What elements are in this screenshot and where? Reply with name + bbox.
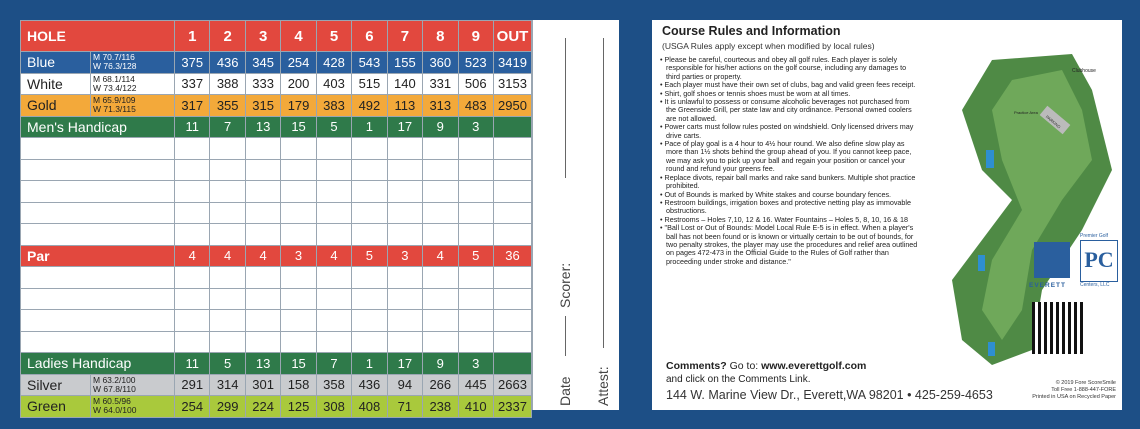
score-entry-cell[interactable]: [352, 138, 387, 160]
score-entry-cell[interactable]: [387, 331, 422, 353]
rule-item: • "Ball Lost or Out of Bounds: Model Local Rule E-5 is in effect. When a player's ball has not been found or is known or virtually certain to be out of bounds, for two penalty strokes, the player may use the procedures and relief area outlined on pages 472-473 in the Official Guide to the Rules of Golf rather than proceeding under stroke and distance.": [660, 224, 918, 266]
score-entry-cell[interactable]: [352, 331, 387, 353]
score-entry-cell[interactable]: [458, 202, 493, 224]
score-entry-row: [21, 181, 532, 203]
score-entry-cell[interactable]: [352, 181, 387, 203]
score-entry-cell[interactable]: [316, 159, 351, 181]
hole-number: 2: [210, 21, 245, 52]
score-entry-cell[interactable]: [281, 224, 316, 246]
hole-number: 1: [175, 21, 210, 52]
yardage-cell: 388: [210, 73, 245, 95]
rules-list: [660, 56, 918, 266]
yardage-cell: 408: [352, 396, 387, 418]
score-entry-cell[interactable]: [175, 224, 210, 246]
hole-number: 8: [423, 21, 458, 52]
score-entry-cell[interactable]: [316, 202, 351, 224]
score-entry-cell[interactable]: [423, 202, 458, 224]
yardage-cell: 345: [245, 52, 280, 74]
out-total: 3153: [494, 73, 532, 95]
value-cell: 17: [387, 116, 422, 138]
row-label: Ladies Handicap: [21, 353, 175, 375]
score-entry-cell[interactable]: [458, 267, 493, 289]
course-address: 144 W. Marine View Dr., Everett,WA 98201 • 425-259-4653: [666, 388, 993, 402]
tee-row-white: [21, 73, 532, 95]
score-entry-cell[interactable]: [352, 224, 387, 246]
score-entry-cell[interactable]: [387, 181, 422, 203]
practice-label: Practice Area: [1014, 110, 1038, 115]
score-entry-cell[interactable]: [210, 224, 245, 246]
score-entry-cell[interactable]: [458, 181, 493, 203]
score-entry-cell[interactable]: [245, 159, 280, 181]
score-entry-cell[interactable]: [210, 288, 245, 310]
value-cell: 9: [423, 116, 458, 138]
score-entry-cell[interactable]: [387, 159, 422, 181]
value-cell: 15: [281, 353, 316, 375]
score-entry-cell[interactable]: [281, 288, 316, 310]
yardage-cell: 428: [316, 52, 351, 74]
rules-title: Course Rules and Information: [662, 24, 841, 38]
score-entry-cell[interactable]: [494, 310, 532, 332]
parking-label: PARKING: [1044, 114, 1062, 130]
yardage-cell: 254: [281, 52, 316, 74]
yardage-cell: 266: [423, 374, 458, 396]
score-entry-cell[interactable]: [494, 181, 532, 203]
score-entry-cell[interactable]: [245, 288, 280, 310]
score-entry-cell[interactable]: [21, 224, 175, 246]
score-entry-cell[interactable]: [458, 224, 493, 246]
yardage-cell: 155: [387, 52, 422, 74]
score-entry-cell[interactable]: [175, 181, 210, 203]
hole-number: 9: [458, 21, 493, 52]
scorecard: [20, 20, 532, 416]
score-entry-cell[interactable]: [175, 202, 210, 224]
score-entry-cell[interactable]: [210, 202, 245, 224]
score-entry-cell[interactable]: [316, 267, 351, 289]
row-label: Par: [21, 245, 175, 267]
tee-rating: [91, 52, 175, 74]
score-entry-row: [21, 224, 532, 246]
score-entry-cell[interactable]: [281, 138, 316, 160]
score-entry-cell[interactable]: [175, 138, 210, 160]
score-entry-cell[interactable]: [494, 202, 532, 224]
score-entry-cell[interactable]: [210, 159, 245, 181]
score-entry-cell[interactable]: [21, 181, 175, 203]
tee-row-silver: [21, 374, 532, 396]
rule-item: • Out of Bounds is marked by White stakes and course boundary fences.: [660, 191, 918, 199]
score-entry-cell[interactable]: [316, 224, 351, 246]
score-entry-cell[interactable]: [352, 159, 387, 181]
value-cell: 4: [210, 245, 245, 267]
value-cell: 4: [245, 245, 280, 267]
rule-item: • Shirt, golf shoes or tennis shoes must be worn at all times.: [660, 90, 918, 98]
score-entry-cell[interactable]: [352, 288, 387, 310]
rating-men: M 68.1/114: [93, 73, 135, 84]
score-entry-cell[interactable]: [458, 159, 493, 181]
tee-name: White: [21, 73, 91, 95]
value-cell: 15: [281, 116, 316, 138]
hole-number: 6: [352, 21, 387, 52]
value-cell: 4: [175, 245, 210, 267]
value-cell: 3: [458, 353, 493, 375]
yardage-cell: 308: [316, 396, 351, 418]
date-label: Date: [557, 376, 573, 406]
clubhouse-label: Clubhouse: [1072, 68, 1096, 74]
value-cell: 5: [352, 245, 387, 267]
out-total: [494, 116, 532, 138]
score-entry-cell[interactable]: [281, 202, 316, 224]
score-entry-cell[interactable]: [210, 331, 245, 353]
tee-rating: [91, 73, 175, 95]
out-total: 2337: [494, 396, 532, 418]
value-cell: 5: [458, 245, 493, 267]
rule-item: • Pace of play goal is a 4 hour to 4½ hour round. We also define slow play as more than 1½ shots behind the group ahead of you. If you cannot keep pace, we may ask you to pick up your ball and regain your position or cancel your round and refund your greens fee.: [660, 140, 918, 174]
yardage-cell: 125: [281, 396, 316, 418]
premier-logo-top: Premier Golf: [1080, 233, 1109, 239]
qr-code: [1032, 302, 1084, 354]
comments-line: [666, 360, 866, 372]
score-entry-cell[interactable]: [352, 267, 387, 289]
rating-women: W 64.0/100: [93, 405, 137, 416]
score-entry-cell[interactable]: [387, 288, 422, 310]
out-label: OUT: [494, 21, 532, 52]
yardage-cell: 315: [245, 95, 280, 117]
hole-label: HOLE: [21, 21, 175, 52]
score-entry-cell[interactable]: [458, 288, 493, 310]
copyright-line: Printed in USA on Recycled Paper: [1032, 394, 1116, 400]
score-entry-cell[interactable]: [21, 331, 175, 353]
score-entry-cell[interactable]: [21, 138, 175, 160]
score-entry-cell[interactable]: [316, 138, 351, 160]
score-entry-cell[interactable]: [387, 202, 422, 224]
yardage-cell: 317: [175, 95, 210, 117]
score-entry-cell[interactable]: [21, 159, 175, 181]
hole-number: 4: [281, 21, 316, 52]
ladies-handicap-row: [21, 353, 532, 375]
value-cell: 1: [352, 353, 387, 375]
score-entry-cell[interactable]: [423, 181, 458, 203]
value-cell: 13: [245, 116, 280, 138]
rating-women: W 67.8/110: [93, 383, 136, 394]
value-cell: 1: [352, 116, 387, 138]
yardage-cell: 506: [458, 73, 493, 95]
premier-golf-logo: PC: [1080, 240, 1118, 282]
yardage-cell: 301: [245, 374, 280, 396]
rule-item: • Each player must have their own set of clubs, bag and valid green fees receipt.: [660, 81, 918, 89]
yardage-cell: 238: [423, 396, 458, 418]
out-total: [494, 353, 532, 375]
hole-header-row: [21, 21, 532, 52]
yardage-cell: 436: [352, 374, 387, 396]
yardage-cell: 299: [210, 396, 245, 418]
score-entry-cell[interactable]: [21, 288, 175, 310]
yardage-cell: 291: [175, 374, 210, 396]
hole-number: 7: [387, 21, 422, 52]
tee-rating: [91, 95, 175, 117]
yardage-cell: 224: [245, 396, 280, 418]
score-entry-row: [21, 202, 532, 224]
score-entry-cell[interactable]: [458, 138, 493, 160]
score-entry-row: [21, 288, 532, 310]
score-entry-cell[interactable]: [387, 224, 422, 246]
value-cell: 3: [387, 245, 422, 267]
score-entry-cell[interactable]: [281, 267, 316, 289]
copyright-line: Toll Free 1-888-447-FORE: [1051, 387, 1116, 393]
yardage-cell: 313: [423, 95, 458, 117]
score-entry-cell[interactable]: [245, 331, 280, 353]
score-entry-cell[interactable]: [175, 159, 210, 181]
value-cell: 4: [423, 245, 458, 267]
par-row: [21, 245, 532, 267]
value-cell: 11: [175, 116, 210, 138]
everett-logo-text: EVERETT: [1029, 282, 1066, 289]
score-entry-cell[interactable]: [423, 138, 458, 160]
course-map: [922, 50, 1118, 368]
out-total: 2950: [494, 95, 532, 117]
score-entry-cell[interactable]: [175, 331, 210, 353]
score-entry-row: [21, 310, 532, 332]
pond: [988, 342, 995, 356]
yardage-cell: 403: [316, 73, 351, 95]
pond: [978, 255, 985, 271]
hole-number: 3: [245, 21, 280, 52]
tee-rating: [91, 374, 175, 396]
score-entry-cell[interactable]: [423, 267, 458, 289]
score-entry-cell[interactable]: [281, 159, 316, 181]
yardage-cell: 355: [210, 95, 245, 117]
tee-name: Gold: [21, 95, 91, 117]
score-entry-cell[interactable]: [316, 331, 351, 353]
yardage-cell: 543: [352, 52, 387, 74]
yardage-cell: 492: [352, 95, 387, 117]
score-entry-cell[interactable]: [175, 310, 210, 332]
row-label: Men's Handicap: [21, 116, 175, 138]
comments-url[interactable]: www.everettgolf.com: [761, 360, 867, 372]
yardage-cell: 113: [387, 95, 422, 117]
rule-item: • Power carts must follow rules posted on windshield. Only licensed drivers may drive carts.: [660, 123, 918, 140]
pond: [986, 150, 994, 168]
rules-subtitle: (USGA Rules apply except when modified by local rules): [662, 41, 875, 51]
score-entry-cell[interactable]: [458, 310, 493, 332]
scorer-label: Scorer:: [557, 262, 573, 308]
score-entry-cell[interactable]: [245, 224, 280, 246]
attest-label: Attest:: [595, 366, 611, 406]
score-entry-cell[interactable]: [316, 288, 351, 310]
tee-rating: [91, 396, 175, 418]
score-entry-cell[interactable]: [210, 310, 245, 332]
date-line: [565, 316, 566, 356]
yardage-cell: 158: [281, 374, 316, 396]
yardage-cell: 483: [458, 95, 493, 117]
rating-men: M 63.2/100: [93, 374, 136, 385]
score-entry-cell[interactable]: [458, 331, 493, 353]
rating-women: W 76.3/128: [93, 61, 137, 72]
hole-number: 5: [316, 21, 351, 52]
rule-item: • Restroom buildings, irrigation boxes and protective netting play as immovable obstructions.: [660, 199, 918, 216]
tee-row-blue: [21, 52, 532, 74]
yardage-cell: 333: [245, 73, 280, 95]
score-entry-cell[interactable]: [281, 181, 316, 203]
yardage-cell: 358: [316, 374, 351, 396]
comments-text: Go to:: [729, 360, 759, 372]
value-cell: 7: [316, 353, 351, 375]
comments-line-2: and click on the Comments Link.: [666, 374, 811, 385]
rule-item: • Restrooms – Holes 7,10, 12 & 16. Water Fountains – Holes 5, 8, 10, 16 & 18: [660, 216, 918, 224]
yardage-cell: 179: [281, 95, 316, 117]
score-entry-cell[interactable]: [281, 331, 316, 353]
score-entry-cell[interactable]: [352, 202, 387, 224]
score-entry-cell[interactable]: [175, 267, 210, 289]
signature-panel: [532, 20, 619, 410]
premier-logo-text: Centers, LLC: [1080, 282, 1110, 288]
rules-panel: [652, 20, 1122, 410]
score-entry-cell[interactable]: [245, 310, 280, 332]
yardage-cell: 140: [387, 73, 422, 95]
yardage-cell: 375: [175, 52, 210, 74]
value-cell: 3: [281, 245, 316, 267]
yardage-cell: 71: [387, 396, 422, 418]
out-total: 3419: [494, 52, 532, 74]
yardage-cell: 94: [387, 374, 422, 396]
score-entry-cell[interactable]: [352, 310, 387, 332]
score-entry-cell[interactable]: [423, 288, 458, 310]
yardage-cell: 523: [458, 52, 493, 74]
rule-item: • Replace divots, repair ball marks and rake sand bunkers. Multiple shot practice prohibited.: [660, 174, 918, 191]
yardage-cell: 436: [210, 52, 245, 74]
tee-name: Blue: [21, 52, 91, 74]
score-entry-cell[interactable]: [210, 181, 245, 203]
score-entry-cell[interactable]: [494, 331, 532, 353]
everett-logo: [1034, 242, 1070, 278]
score-entry-cell[interactable]: [245, 138, 280, 160]
score-entry-cell[interactable]: [245, 181, 280, 203]
score-entry-cell[interactable]: [494, 138, 532, 160]
tee-name: Silver: [21, 374, 91, 396]
value-cell: 5: [210, 353, 245, 375]
scorecard-table: [20, 20, 532, 418]
yardage-cell: 515: [352, 73, 387, 95]
value-cell: 17: [387, 353, 422, 375]
out-total: 2663: [494, 374, 532, 396]
score-entry-cell[interactable]: [387, 138, 422, 160]
comments-label: Comments?: [666, 360, 727, 372]
score-entry-cell[interactable]: [387, 267, 422, 289]
value-cell: 4: [316, 245, 351, 267]
rule-item: • Please be careful, courteous and obey all golf rules. Each player is solely responsible for his/her actions on the golf course, including any damages to third parties or property.: [660, 56, 918, 81]
score-entry-cell[interactable]: [245, 202, 280, 224]
rule-item: • It is unlawful to possess or consume alcoholic beverages not purchased from the Greenside Grill, per state law and city ordinance. Personal owned coolers are not allowed.: [660, 98, 918, 123]
yardage-cell: 337: [175, 73, 210, 95]
score-entry-cell[interactable]: [494, 267, 532, 289]
score-entry-cell[interactable]: [494, 224, 532, 246]
yardage-cell: 445: [458, 374, 493, 396]
score-entry-cell[interactable]: [21, 202, 175, 224]
tee-row-gold: [21, 95, 532, 117]
score-entry-cell[interactable]: [494, 288, 532, 310]
yardage-cell: 200: [281, 73, 316, 95]
score-entry-cell[interactable]: [423, 159, 458, 181]
yardage-cell: 410: [458, 396, 493, 418]
value-cell: 9: [423, 353, 458, 375]
yardage-cell: 331: [423, 73, 458, 95]
score-entry-cell[interactable]: [210, 267, 245, 289]
score-entry-cell[interactable]: [210, 138, 245, 160]
score-entry-cell[interactable]: [423, 310, 458, 332]
score-entry-cell[interactable]: [175, 288, 210, 310]
value-cell: 5: [316, 116, 351, 138]
rating-men: M 65.9/109: [93, 95, 136, 106]
yardage-cell: 314: [210, 374, 245, 396]
score-entry-cell[interactable]: [494, 159, 532, 181]
copyright-line: © 2019 Fore ScoreSmile: [1055, 380, 1116, 386]
yardage-cell: 360: [423, 52, 458, 74]
yardage-cell: 383: [316, 95, 351, 117]
value-cell: 11: [175, 353, 210, 375]
tee-row-green: [21, 396, 532, 418]
score-entry-cell[interactable]: [316, 310, 351, 332]
rating-men: M 60.5/96: [93, 396, 131, 407]
score-entry-row: [21, 267, 532, 289]
value-cell: 3: [458, 116, 493, 138]
scorer-line: [565, 38, 566, 178]
rating-women: W 73.4/122: [93, 82, 137, 93]
score-entry-row: [21, 138, 532, 160]
attest-line: [603, 38, 604, 348]
score-entry-cell[interactable]: [423, 224, 458, 246]
value-cell: 7: [210, 116, 245, 138]
score-entry-cell[interactable]: [281, 310, 316, 332]
score-entry-row: [21, 331, 532, 353]
out-total: 36: [494, 245, 532, 267]
rating-women: W 71.3/115: [93, 104, 136, 115]
rating-men: M 70.7/116: [93, 52, 135, 63]
score-entry-cell[interactable]: [245, 267, 280, 289]
copyright: [1032, 380, 1116, 401]
yardage-cell: 254: [175, 396, 210, 418]
score-entry-cell[interactable]: [423, 331, 458, 353]
score-entry-cell[interactable]: [387, 310, 422, 332]
score-entry-cell[interactable]: [21, 267, 175, 289]
value-cell: 13: [245, 353, 280, 375]
score-entry-row: [21, 159, 532, 181]
mens-handicap-row: [21, 116, 532, 138]
tee-name: Green: [21, 396, 91, 418]
score-entry-cell[interactable]: [316, 181, 351, 203]
score-entry-cell[interactable]: [21, 310, 175, 332]
